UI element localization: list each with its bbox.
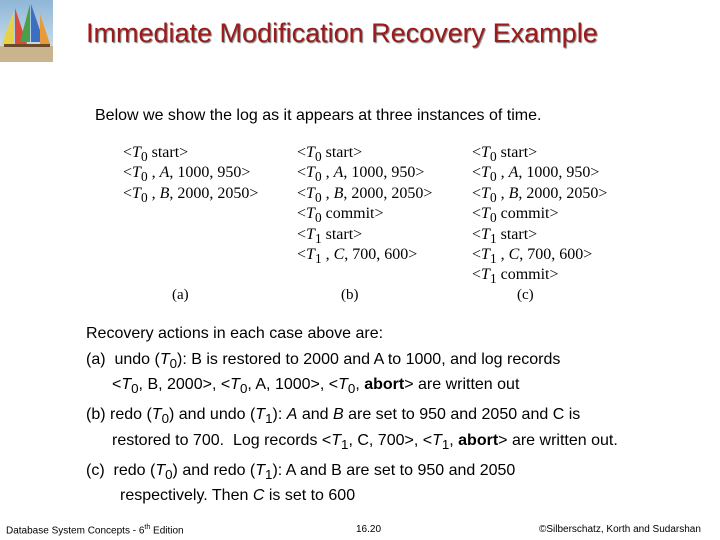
recovery-actions	[86, 323, 706, 511]
footer-left: Database System Concepts - 6th Edition	[6, 524, 184, 537]
recovery-heading: Recovery actions in each case above are:	[86, 325, 384, 342]
log-c-record-7: $<T_1$ commit>	[472, 266, 559, 287]
log-b-record-5: $<T_1$ start>	[297, 225, 363, 246]
log-a	[123, 143, 258, 204]
log-c-record-3: $<T_0$ , B, 2000, 2050>	[472, 184, 608, 205]
caption-a: (a)	[172, 287, 189, 303]
sailboat-logo	[0, 0, 53, 62]
slide-title: Immediate Modification Recovery Example	[86, 18, 598, 48]
log-c-record-5: $<T_1$ start>	[472, 225, 538, 246]
footer-copyright: ©Silberschatz, Korth and Sudarshan	[539, 524, 701, 535]
log-b-record-6: $<T_1$ , C, 700, 600>	[297, 245, 418, 267]
log-c-record-2: $<T_0$ , A, 1000, 950>	[472, 164, 600, 185]
log-a-record-3: $<T_0$ , B, 2000, 2050>	[123, 184, 259, 205]
caption-c: (c)	[517, 287, 534, 303]
log-c-record-1: $<T_0$ start>	[472, 144, 538, 165]
log-b-record-1: $<T_0$ start>	[297, 144, 363, 165]
log-b-record-3: $<T_0$ , B, 2000, 2050>	[297, 184, 433, 205]
log-a-record-1: $<T_0$ start>	[123, 144, 189, 165]
log-c-record-6: $<T_1$ , C, 700, 600>	[472, 245, 593, 267]
log-a-record-2: $<T_0$ , A, 1000, 950>	[123, 164, 251, 185]
caption-b: (b)	[341, 287, 359, 303]
intro-text: Below we show the log as it appears at three instances of time.	[95, 107, 542, 124]
recovery-b: (b) redo $(T_0)$ and undo $(T_1)$: A and B are set to 950 and 2050 and C is restored to 700. Log records $<T_1$, C, 700>, $<T_1$, abort> are written out.	[86, 406, 618, 452]
log-c	[472, 143, 607, 286]
log-b-record-2: $<T_0$ , A, 1000, 950>	[297, 164, 425, 185]
footer-page-number: 16.20	[356, 524, 382, 535]
recovery-a: (a) undo $(T_0)$: B is restored to 2000 and A to 1000, and log records $<T_0$, B, 2000>, $<T_0$, A, 1000>, $<T_0$, abort> are written out	[86, 351, 561, 397]
log-b-record-4: $<T_0$ commit>	[297, 205, 384, 226]
log-b	[297, 143, 432, 265]
recovery-c: (c) redo $(T_0)$ and redo $(T_1)$: A and B are set to 950 and 2050 respectively. Then C is set to 600	[86, 461, 516, 504]
log-c-record-4: $<T_0$ commit>	[472, 205, 559, 226]
